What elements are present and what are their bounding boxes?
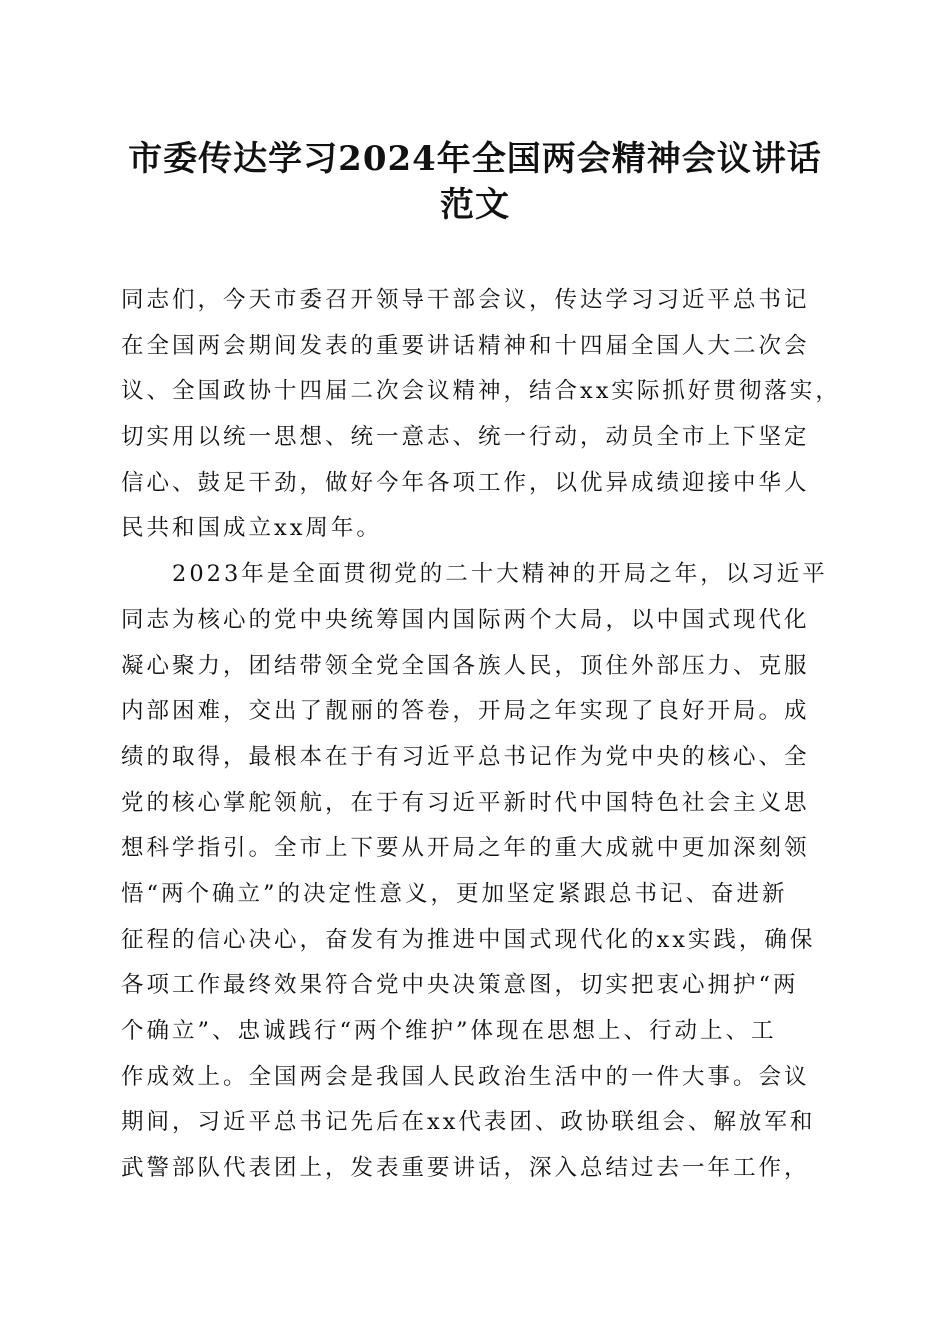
- title-line: 范文: [440, 185, 510, 225]
- text-line: 征程的信心决心，奋发有为推进中国式现代化的xx实践，确保: [121, 926, 816, 953]
- text-line: 期间，习近平总书记先后在xx代表团、政协联组会、解放军和: [121, 1109, 816, 1136]
- text-line: 内部困难，交出了靓丽的答卷，开局之年实现了良好开局。成: [121, 698, 810, 725]
- document-title: [100, 136, 850, 228]
- text-line: 各项工作最终效果符合党中央决策意图，切实把衷心拥护“两: [121, 972, 799, 999]
- text-line: 议、全国政协十四届二次会议精神，结合xx实际抓好贯彻落实，: [121, 378, 841, 405]
- text-line: 信心、鼓足干劲，做好今年各项工作，以优异成绩迎接中华人: [121, 469, 810, 496]
- text-line: 党的核心掌舵领航，在于有习近平新时代中国特色社会主义思: [121, 789, 810, 816]
- text-line: 想科学指引。全市上下要从开局之年的重大成就中更加深刻领: [121, 835, 810, 862]
- text-line: 切实用以统一思想、统一意志、统一行动，动员全市上下坚定: [121, 424, 810, 451]
- title-line: 市委传达学习2024年全国两会精神会议讲话: [128, 139, 822, 179]
- text-line: 作成效上。全国两会是我国人民政治生活中的一件大事。会议: [121, 1063, 810, 1090]
- text-line: 个确立”、忠诚践行“两个维护”体现在思想上、行动上、工: [121, 1018, 777, 1044]
- text-line: 凝心聚力，团结带领全党全国各族人民，顶住外部压力、克服: [121, 652, 810, 679]
- text-line: 同志为核心的党中央统筹国内国际两个大局，以中国式现代化: [121, 606, 810, 633]
- text-line: 民共和国成立xx周年。: [121, 515, 382, 542]
- text-line: 2023年是全面贯彻党的二十大精神的开局之年，以习近平: [121, 561, 828, 588]
- text-line: 同志们，今天市委召开领导干部会议，传达学习习近平总书记: [121, 287, 810, 313]
- text-line: 在全国两会期间发表的重要讲话精神和十四届全国人大二次会: [121, 332, 810, 359]
- document-body: [121, 278, 841, 1192]
- text-line: 绩的取得，最根本在于有习近平总书记作为党中央的核心、全: [121, 743, 810, 770]
- text-line: 武警部队代表团上，发表重要讲话，深入总结过去一年工作，: [121, 1155, 810, 1182]
- paragraph-1: [121, 278, 841, 552]
- paragraph-2: [121, 552, 833, 1192]
- text-line: 悟“两个确立”的决定性意义，更加坚定紧跟总书记、奋进新: [121, 880, 788, 907]
